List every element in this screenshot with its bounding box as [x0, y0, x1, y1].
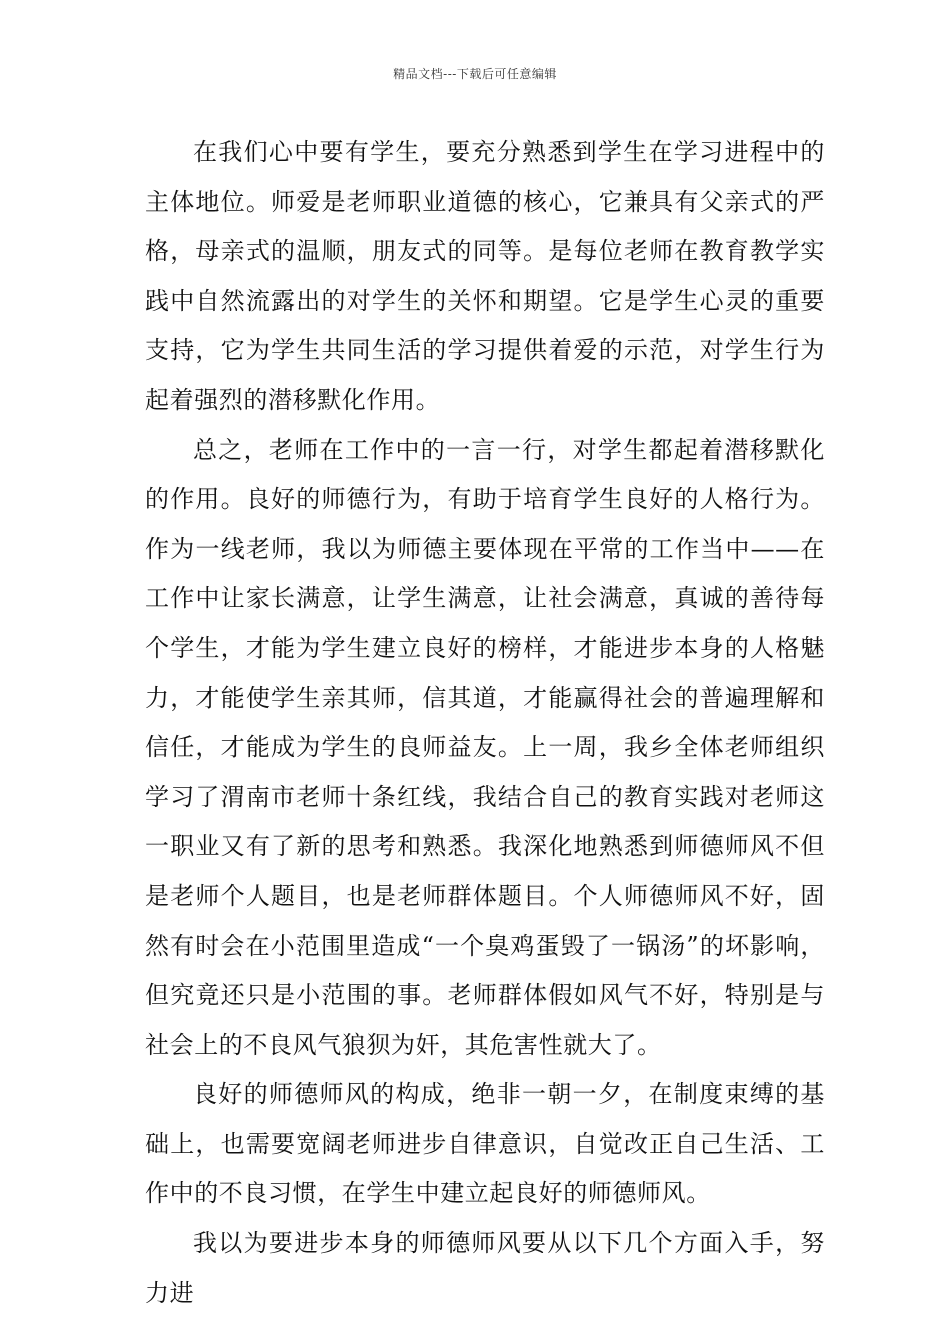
paragraph-3: 良好的师德师风的构成，绝非一朝一夕，在制度束缚的基础上，也需要宽阔老师进步自律意识，自觉改正自己生活、工作中的不良习惯，在学生中建立起良好的师德师风。: [145, 1080, 825, 1208]
document-body: [145, 128, 825, 1318]
paragraph-2: 总之，老师在工作中的一言一行，对学生都起着潜移默化的作用。良好的师德行为，有助于培育学生良好的人格行为。作为一线老师，我以为师德主要体现在平常的工作当中——在工作中让家长满意，让学生满意，让社会满意，真诚的善待每个学生，才能为学生建立良好的榜样，才能进步本身的人格魅力，才能使学生亲其师，信其道，才能赢得社会的普遍理解和信任，才能成为学生的良师益友。上一周，我乡全体老师组织学习了渭南市老师十条红线，我结合自己的教育实践对老师这一职业又有了新的思考和熟悉。我深化地熟悉到师德师风不但是老师个人题目，也是老师群体题目。个人师德师风不好，固然有时会在小范围里造成“一个臭鸡蛋毁了一锅汤”的坏影响，但究竟还只是小范围的事。老师群体假如风气不好，特别是与社会上的不良风气狼狈为奸，其危害性就大了。: [145, 435, 825, 1059]
paragraph-4: 我以为要进步本身的师德师风要从以下几个方面入手，努力进: [145, 1229, 825, 1307]
page-header: 精品文档---下载后可任意编辑: [393, 67, 557, 81]
paragraph-1: 在我们心中要有学生，要充分熟悉到学生在学习进程中的主体地位。师爱是老师职业道德的核心，它兼具有父亲式的严格，母亲式的温顺，朋友式的同等。是每位老师在教育教学实践中自然流露出的对学生的关怀和期望。它是学生心灵的重要支持，它为学生共同生活的学习提供着爱的示范，对学生行为起着强烈的潜移默化作用。: [145, 138, 825, 414]
